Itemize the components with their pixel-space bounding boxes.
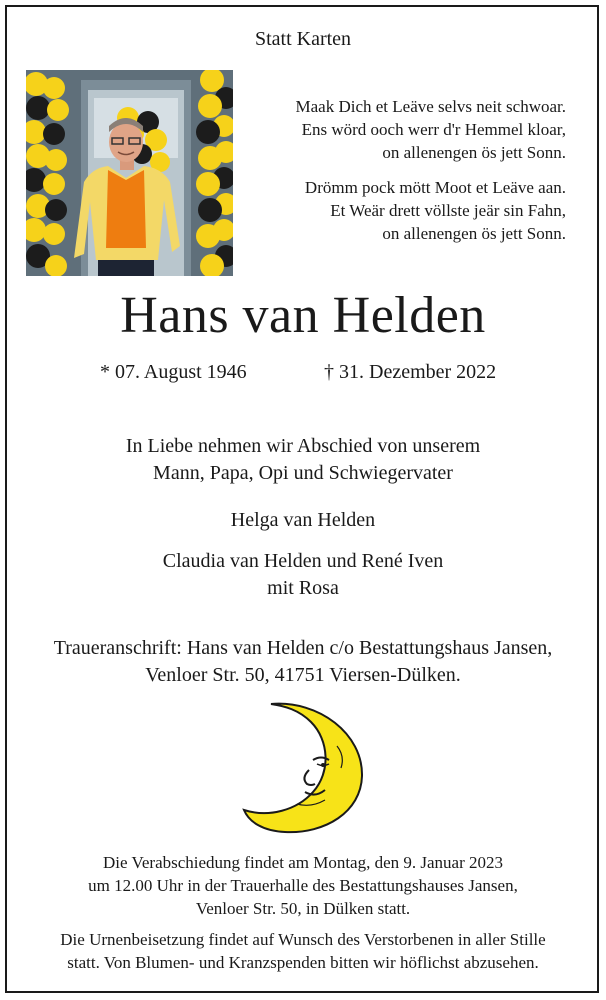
farewell-text [0,433,606,487]
poem-line: Ens wörd ooch werr d'r Hemmel kloar, [301,120,566,139]
poem-stanza-2 [305,176,566,245]
poem-line: on allenengen ös jett Sonn. [382,143,566,162]
ceremony-line: Die Verabschiedung findet am Montag, den 9. Januar 2023 [102,853,504,872]
poem-stanza-1 [296,95,567,164]
mourning-address [0,635,606,689]
urn-line: Die Urnenbeisetzung findet auf Wunsch des Verstorbenen in aller Stille [60,930,546,949]
crescent-moon-face-icon [241,700,366,835]
death-date: † 31. Dezember 2022 [324,361,497,383]
ceremony-line: Venloer Str. 50, in Dülken statt. [195,899,411,918]
poem-line: Maak Dich et Leäve selvs neit schwoar. [295,97,566,116]
address-line: Traueranschrift: Hans van Helden c/o Bestattungshaus Jansen, [53,637,553,659]
farewell-line: In Liebe nehmen wir Abschied von unserem [125,435,481,457]
ceremony-line: um 12.00 Uhr in der Trauerhalle des Bestattungshauses Jansen, [88,876,518,895]
urn-burial-info [0,928,606,974]
family-member-group [0,548,606,602]
family-line: Claudia van Helden und René Iven [162,550,444,572]
address-line: Venloer Str. 50, 41751 Viersen-Dülken. [145,664,461,686]
birth-date: * 07. August 1946 [100,361,247,383]
family-line: mit Rosa [267,577,339,599]
ceremony-info [0,851,606,920]
poem-line: on allenengen ös jett Sonn. [382,224,566,243]
farewell-line: Mann, Papa, Opi und Schwiegervater [153,462,453,484]
deceased-name: Hans van Helden [120,287,486,344]
poem-line: Et Weär drett völlste jeär sin Fahn, [330,201,566,220]
header-text: Statt Karten [254,28,352,50]
poem-line: Drömm pock mött Moot et Leäve aan. [304,178,566,197]
portrait-photo [26,70,233,276]
family-member: Helga van Helden [230,509,376,531]
urn-line: statt. Von Blumen- und Kranzspenden bitten wir höflichst abzusehen. [67,953,539,972]
